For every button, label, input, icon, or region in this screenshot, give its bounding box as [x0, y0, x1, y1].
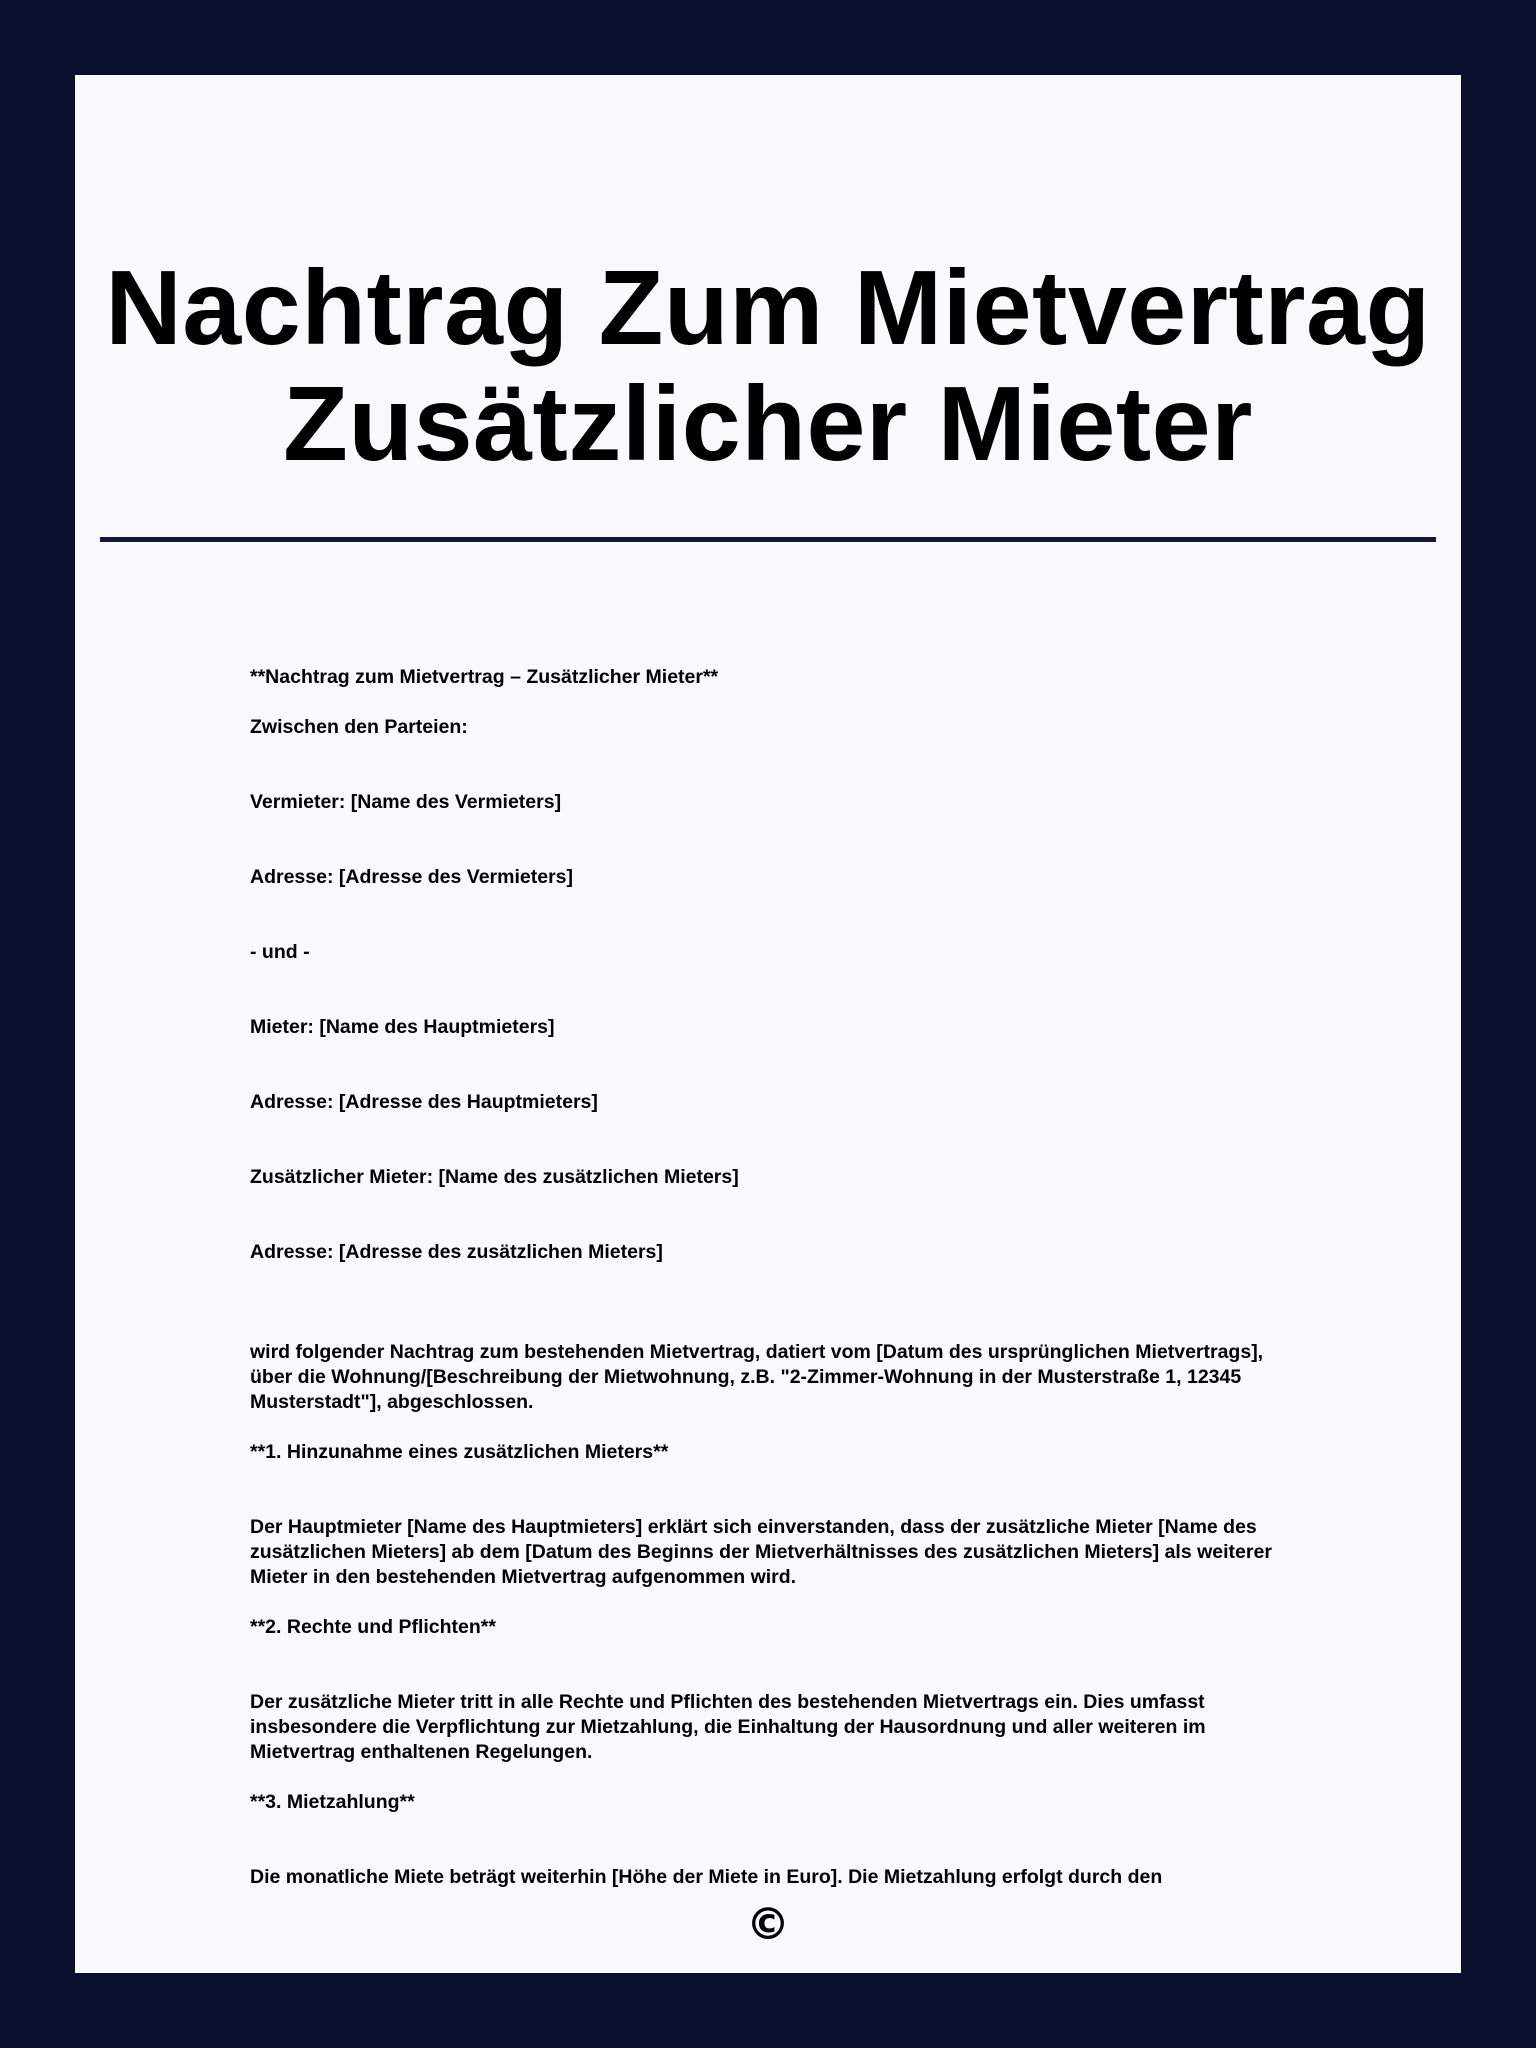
title-divider: [100, 537, 1436, 542]
page-title-line-1: Nachtrag Zum Mietvertrag: [105, 249, 1431, 367]
page-title-line-2: Zusätzlicher Mieter: [283, 365, 1253, 483]
document-page: [75, 75, 1461, 1973]
tenant-address: Adresse: [Adresse des Hauptmieters]: [250, 1091, 598, 1113]
additional-tenant-address: Adresse: [Adresse des zusätzlichen Mieters]: [250, 1241, 663, 1263]
agreement-paragraph: wird folgender Nachtrag zum bestehenden Mietvertrag, datiert vom [Datum des ursprünglichen Mietvertrags], über die Wohnung/[Beschreibung der Mietwohnung, z.B. "2-Zimmer-Wohnung in der Musterstraße 1, 12345 Musterstadt"], abgeschlossen.: [250, 1341, 1264, 1413]
section-2-text: Der zusätzliche Mieter tritt in alle Rechte und Pflichten des bestehenden Mietvertrags ein. Dies umfasst insbesondere die Verpflichtung zur Mietzahlung, die Einhaltung der Hausordnung und aller weiteren im Mietvertrag enthaltenen Regelungen.: [250, 1691, 1206, 1763]
document-body: [250, 665, 1290, 1890]
heading-paragraph: **Nachtrag zum Mietvertrag – Zusätzlicher Mieter**: [250, 666, 719, 688]
page-title: [75, 250, 1461, 482]
and-separator: - und -: [250, 941, 310, 963]
section-3-text: Die monatliche Miete beträgt weiterhin [Höhe der Miete in Euro]. Die Mietzahlung erfolgt durch den: [250, 1866, 1163, 1888]
landlord-address: Adresse: [Adresse des Vermieters]: [250, 866, 573, 888]
section-1-text: Der Hauptmieter [Name des Hauptmieters] erklärt sich einverstanden, dass der zusätzliche Mieter [Name des zusätzlichen Mieters] ab dem [Datum des Beginns der Mietverhältnisses des zusätzlichen Mieters] als weiterer Mieter in den bestehenden Mietvertrag aufgenommen wird.: [250, 1516, 1272, 1588]
section-3-heading: **3. Mietzahlung**: [250, 1791, 415, 1813]
landlord-name: Vermieter: [Name des Vermieters]: [250, 791, 562, 813]
tenant-name: Mieter: [Name des Hauptmieters]: [250, 1016, 555, 1038]
parties-intro: Zwischen den Parteien:: [250, 716, 468, 738]
copyright-icon: ©: [746, 1899, 790, 1950]
additional-tenant-name: Zusätzlicher Mieter: [Name des zusätzlichen Mieters]: [250, 1166, 739, 1188]
section-1-heading: **1. Hinzunahme eines zusätzlichen Mieters**: [250, 1441, 669, 1463]
section-2-heading: **2. Rechte und Pflichten**: [250, 1616, 496, 1638]
